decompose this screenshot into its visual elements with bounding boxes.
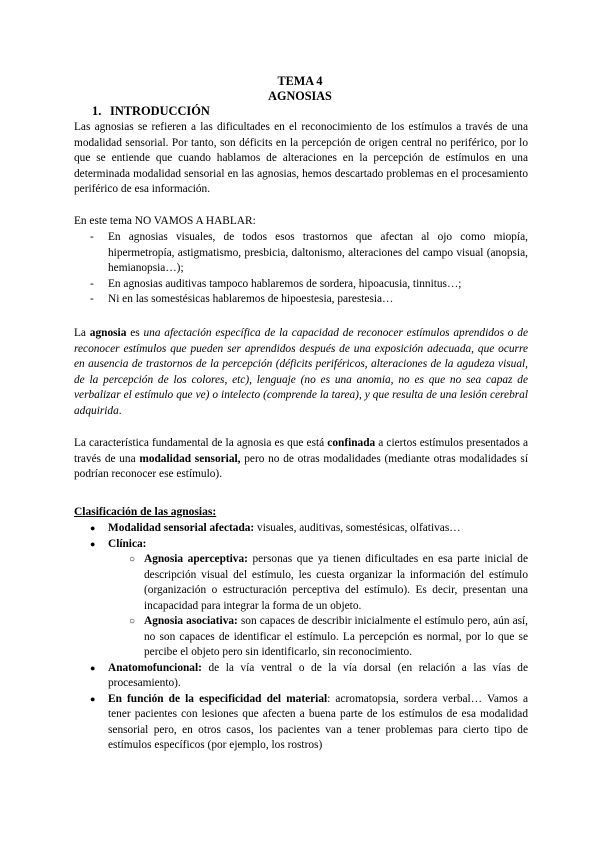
item-label: En función de la especificidad del material — [108, 692, 328, 705]
list-item-text: En agnosias auditivas tampoco hablaremos de sordera, hipoacusia, tinnitus…; — [108, 277, 462, 290]
definition-text: una afectación específica de la capacidad de reconocer estímulos aprendidos o de reconocer estímulos que pueden ser aprendidos después de una exposición adecuada, que ocurre en ausencia de trastornos de la percepción (déficits periféricos, alteraciones de la agudeza visual, de la percepción de los colores, etc), lenguaje (no es una anomia, no es que no sea capaz de verbalizar el estímulo que ve) o intelecto (comprende la tarea), y que resulta de una lesión cerebral adquirida — [74, 327, 528, 417]
section-title: INTRODUCCIÓN — [110, 104, 210, 118]
characteristic-bold2: modalidad sensorial, — [139, 452, 241, 465]
circle-marker: ○ — [129, 616, 136, 627]
sub-list-item — [74, 552, 528, 614]
list-item — [74, 537, 528, 553]
characteristic-part2: a ciertos estímulos presentados a través de una — [74, 437, 529, 465]
item-label: Clínica: — [108, 537, 147, 550]
section-heading — [92, 104, 210, 119]
sub-item-label: Agnosia asociativa: — [144, 615, 238, 627]
definition-lead: La — [74, 327, 90, 339]
list-item-text: En agnosias visuales, de todos esos trastornos que afectan al ojo como miopía, hipermetropía, astigmatismo, presbicia, daltonismo, alteraciones del campo visual (anopsia, hemianopsia…); — [108, 231, 528, 274]
bullet-marker: ● — [90, 693, 96, 704]
list-item-text: Ni en las somestésicas hablaremos de hipoestesia, parestesia… — [108, 293, 394, 305]
sub-item-text: personas que ya tienen dificultades en esa parte inicial de descripción visual del estímulo, les cuesta organizar la información del estímulo (organización o estructuración perceptiva del estímulo). Es decir, presentan una incapacidad para integrar la forma de un objeto. — [144, 553, 528, 612]
sub-item-label: Agnosia aperceptiva: — [144, 553, 248, 565]
definition-paragraph — [74, 326, 528, 419]
item-text: : acromatopsia, sordera verbal… Vamos a tener pacientes con lesiones que afecten a buena parte de los estímulos de esa modalidad sensorial pero, en otros casos, los pacientes van a tener problemas para cierto tipo de estímulos específicos (por ejemplo, los rostros) — [108, 692, 528, 751]
list-item — [74, 692, 528, 754]
document-title: TEMA 4 — [277, 74, 323, 88]
definition-end: . — [118, 404, 122, 417]
intro-paragraph: Las agnosias se refieren a las dificultades en el reconocimiento de los estímulos a través de una modalidad sensorial. Por tanto, son déficits en la percepción de origen central no periférico, por lo que se entiende que cuando hablamos de alteraciones en la percepción de estímulos en una determinada modalidad sensorial en las agnosias, hemos descartado problemas en el procesamiento periférico de esa información. — [74, 121, 528, 195]
dash-marker: - — [90, 277, 94, 290]
list-item — [74, 277, 528, 293]
item-label: Anatomofuncional: — [108, 661, 202, 674]
document-subtitle: AGNOSIAS — [268, 89, 332, 103]
section-number: 1. — [92, 104, 102, 118]
definition-verb: es — [126, 327, 144, 339]
item-text: visuales, auditivas, somestésicas, olfativas… — [254, 522, 461, 534]
bullet-marker: ● — [90, 538, 96, 549]
characteristic-part1: La característica fundamental de la agnosia es que está — [74, 437, 328, 449]
definition-term: agnosia — [89, 327, 127, 339]
bullet-marker: ● — [90, 662, 96, 673]
circle-marker: ○ — [129, 554, 136, 565]
not-talk-list — [74, 230, 528, 308]
characteristic-paragraph — [74, 436, 528, 483]
sub-item-text: son capaces de describir inicialmente el estímulo pero, aún así, no son capaces de identificar el estímulo. La percepción es normal, por lo que se percibe el objeto pero sin identificarlo, sin reconocimiento. — [144, 615, 529, 658]
not-talk-intro: En este tema NO VAMOS A HABLAR: — [74, 215, 256, 227]
item-text: de la vía ventral o de la vía dorsal (en relación a las vías de procesamiento). — [108, 661, 528, 689]
list-item — [74, 661, 528, 692]
list-item — [74, 292, 528, 308]
dash-marker: - — [90, 231, 94, 243]
list-item — [74, 230, 528, 277]
bullet-marker: ● — [90, 523, 96, 533]
classification-title: Clasificación de las agnosias: — [74, 506, 217, 518]
characteristic-bold1: confinada — [327, 437, 376, 449]
item-label: Modalidad sensorial afectada: — [108, 522, 255, 534]
characteristic-part3: pero no de otras modalidades (mediante otras modalidades sí podrían reconocer ese estímulo). — [74, 452, 528, 480]
list-item — [74, 521, 528, 537]
classification-list — [74, 521, 528, 754]
sub-list-item — [74, 614, 528, 661]
dash-marker: - — [90, 293, 94, 305]
